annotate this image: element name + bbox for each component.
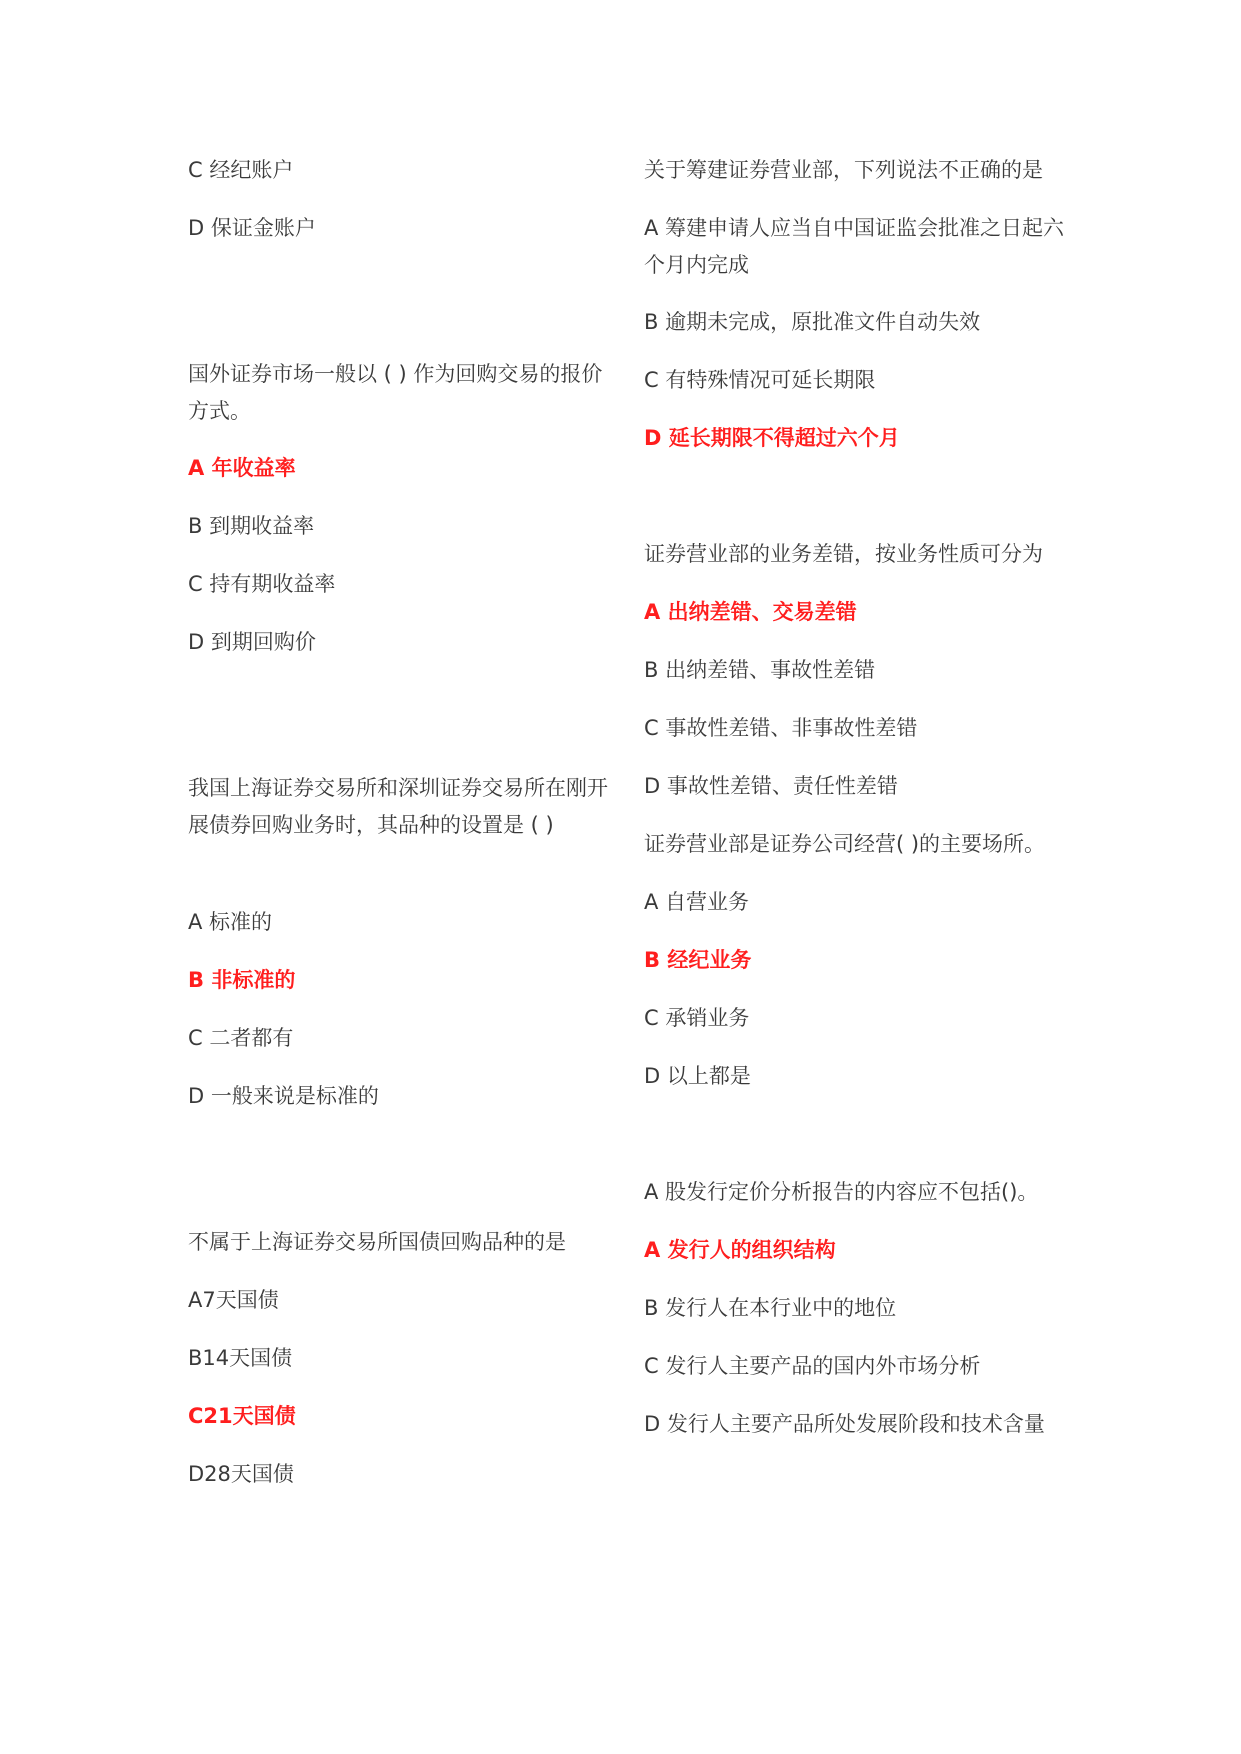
- option-text: B 发行人在本行业中的地位: [644, 1296, 897, 1320]
- option-text: C 事故性差错、非事故性差错: [644, 716, 918, 740]
- option-text: D 到期回购价: [188, 630, 316, 654]
- option-text: A 自营业务: [644, 890, 750, 914]
- option-text: D28天国债: [188, 1462, 294, 1486]
- option-text: B 出纳差错、事故性差错: [644, 658, 876, 682]
- option-text: C 发行人主要产品的国内外市场分析: [644, 1354, 981, 1378]
- option-text-correct: A 年收益率: [188, 456, 296, 480]
- option-text: B 逾期未完成，原批准文件自动失效: [644, 310, 981, 334]
- option-text: B14天国债: [188, 1346, 293, 1370]
- option-text: B 到期收益率: [188, 514, 315, 538]
- option-text: C 持有期收益率: [188, 572, 336, 596]
- question-text: 我国上海证券交易所和深圳证券交易所在刚开展债券回购业务时，其品种的设置是 ( ): [188, 776, 608, 837]
- question-text: 证券营业部是证券公司经营( )的主要场所。: [644, 832, 1046, 856]
- option-text: A 筹建申请人应当自中国证监会批准之日起六个月内完成: [644, 216, 1065, 277]
- option-text-correct: B 非标准的: [188, 968, 296, 992]
- question-text: 不属于上海证券交易所国债回购品种的是: [188, 1230, 566, 1254]
- question-text: 证券营业部的业务差错，按业务性质可分为: [644, 542, 1043, 566]
- question-text: 国外证券市场一般以 ( ) 作为回购交易的报价方式。: [188, 362, 603, 423]
- option-text-correct: A 出纳差错、交易差错: [644, 600, 857, 624]
- question-text: A 股发行定价分析报告的内容应不包括()。: [644, 1180, 1039, 1204]
- option-text: D 发行人主要产品所处发展阶段和技术含量: [644, 1412, 1045, 1436]
- option-text: C 有特殊情况可延长期限: [644, 368, 876, 392]
- option-text: D 保证金账户: [188, 216, 316, 240]
- option-text: D 以上都是: [644, 1064, 751, 1088]
- option-text-correct: B 经纪业务: [644, 948, 752, 972]
- option-text: D 事故性差错、责任性差错: [644, 774, 898, 798]
- option-text: D 一般来说是标准的: [188, 1084, 379, 1108]
- question-text: 关于筹建证券营业部，下列说法不正确的是: [644, 158, 1043, 182]
- option-text: C 承销业务: [644, 1006, 750, 1030]
- option-text: C 经纪账户: [188, 158, 294, 182]
- option-text-correct: C21天国债: [188, 1404, 296, 1428]
- option-text: A 标准的: [188, 910, 273, 934]
- option-text-correct: A 发行人的组织结构: [644, 1238, 836, 1262]
- option-text: C 二者都有: [188, 1026, 294, 1050]
- option-text: A7天国债: [188, 1288, 279, 1312]
- option-text-correct: D 延长期限不得超过六个月: [644, 426, 900, 450]
